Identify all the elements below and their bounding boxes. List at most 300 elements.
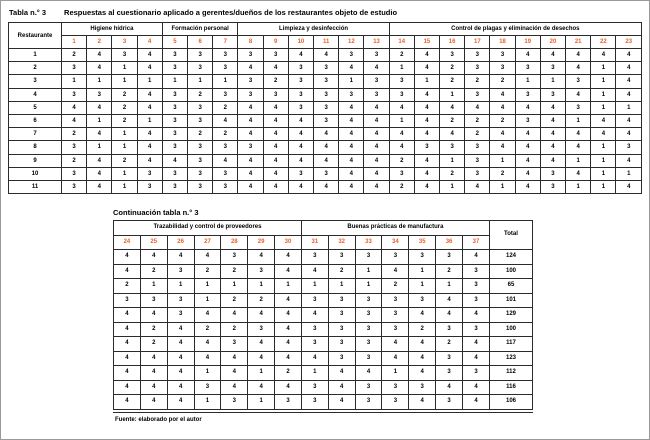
cell-6-9: 3 [328,322,355,337]
cell-9-17: 3 [465,154,490,167]
cell-11-1: 4 [114,395,141,410]
cell-5-7: 2 [213,101,238,114]
cell-4-17: 3 [465,88,490,101]
cell-4-8: 3 [301,293,328,308]
cell-3-9: 1 [328,279,355,294]
column-number-25: 25 [140,235,167,250]
cell-2-16: 2 [440,62,465,75]
table-row [114,366,533,381]
cell-7-11: 4 [314,128,339,141]
cell-10-10: 3 [288,167,313,180]
cell-11-8: 3 [301,395,328,410]
cell-2-7: 4 [275,264,302,279]
cell-2-13: 4 [364,62,389,75]
table-row [114,337,533,352]
cell-4-9: 3 [263,88,288,101]
group-header-bpm: Buenas prácticas de manufactura [301,221,489,236]
cell-5-9: 4 [263,101,288,114]
cell-10-20: 3 [540,167,565,180]
cell-7-9: 3 [328,337,355,352]
cell-9-4: 4 [137,154,162,167]
cell-3-2: 1 [140,279,167,294]
cell-11-11: 3 [382,395,409,410]
cell-2-3: 3 [167,264,194,279]
column-number-21: 21 [566,36,591,49]
cell-9-9: 4 [328,366,355,381]
cell-8-5: 3 [162,141,187,154]
cell-4-14: 3 [462,293,489,308]
group-header-1: Formación personal [162,23,238,36]
row-total: 100 [490,264,533,279]
cell-10-5: 3 [162,167,187,180]
cell-3-5: 1 [162,75,187,88]
cell-6-19: 3 [515,115,540,128]
row-number: 2 [9,62,62,75]
table2-group-header-row [114,221,533,236]
cell-1-7: 4 [275,250,302,265]
cell-8-4: 4 [194,351,221,366]
cell-10-2: 4 [140,380,167,395]
table-row [114,264,533,279]
table-row [9,128,642,141]
cell-10-13: 4 [364,167,389,180]
cell-4-18: 4 [490,88,515,101]
cell-3-10: 1 [355,279,382,294]
cell-11-4: 1 [194,395,221,410]
cell-5-4: 4 [194,308,221,323]
cell-5-14: 4 [462,308,489,323]
cell-10-9: 4 [263,167,288,180]
cell-2-12: 4 [339,62,364,75]
cell-3-18: 2 [490,75,515,88]
cell-5-16: 4 [440,101,465,114]
cell-7-2: 2 [140,337,167,352]
cell-6-4: 2 [194,322,221,337]
cell-8-4: 4 [137,141,162,154]
cell-7-12: 4 [409,337,436,352]
cell-3-8: 1 [301,279,328,294]
cell-10-7: 4 [275,380,302,395]
cell-11-19: 4 [515,181,540,194]
source-note: Fuente: elaborado por el autor [115,416,202,423]
cell-5-12: 4 [339,101,364,114]
cell-10-9: 4 [328,380,355,395]
cell-8-11: 4 [314,141,339,154]
cell-5-8: 4 [238,101,263,114]
column-number-5: 5 [162,36,187,49]
cell-5-1: 4 [62,101,87,114]
cell-4-21: 4 [566,88,591,101]
column-number-28: 28 [221,235,248,250]
cell-7-13: 4 [364,128,389,141]
cell-6-14: 1 [389,115,414,128]
column-number-34: 34 [382,235,409,250]
cell-9-23: 4 [616,154,642,167]
cell-7-3: 1 [112,128,137,141]
cell-2-2: 4 [87,62,112,75]
cell-4-13: 3 [364,88,389,101]
cell-4-1: 3 [114,293,141,308]
cell-1-6: 3 [188,49,213,62]
cell-5-7: 4 [275,308,302,323]
cell-1-9: 3 [263,49,288,62]
cell-2-6: 3 [188,62,213,75]
cell-11-11: 4 [314,181,339,194]
cell-4-4: 4 [137,88,162,101]
table-row [9,167,642,180]
cell-7-14: 4 [389,128,414,141]
cell-5-18: 4 [490,101,515,114]
cell-3-10: 3 [288,75,313,88]
column-number-8: 8 [238,36,263,49]
cell-8-19: 4 [515,141,540,154]
cell-5-1: 4 [114,308,141,323]
column-number-9: 9 [263,36,288,49]
cell-7-10: 3 [355,337,382,352]
cell-2-10: 1 [355,264,382,279]
cell-1-5: 3 [221,250,248,265]
column-number-26: 26 [167,235,194,250]
cell-9-19: 4 [515,154,540,167]
table-row [114,308,533,323]
cell-11-21: 1 [566,181,591,194]
cell-3-5: 1 [221,279,248,294]
cell-9-16: 1 [440,154,465,167]
cell-1-7: 3 [213,49,238,62]
cell-8-13: 4 [364,141,389,154]
cell-1-9: 3 [328,250,355,265]
cell-7-21: 4 [566,128,591,141]
row-total: 129 [490,308,533,323]
table-title [1,1,649,22]
cell-7-10: 4 [288,128,313,141]
column-number-22: 22 [591,36,616,49]
cell-5-11: 3 [314,101,339,114]
cell-3-9: 2 [263,75,288,88]
cell-3-13: 1 [436,279,463,294]
cell-5-2: 4 [140,308,167,323]
cell-10-3: 1 [112,167,137,180]
cell-11-2: 4 [87,181,112,194]
cell-4-4: 1 [194,293,221,308]
cell-8-3: 1 [112,141,137,154]
cell-2-10: 3 [288,62,313,75]
row-number: 3 [9,75,62,88]
table-row [9,75,642,88]
cell-9-2: 4 [87,154,112,167]
group-header-2: Limpieza y desinfección [238,23,389,36]
cell-1-10: 3 [355,250,382,265]
cell-7-9: 4 [263,128,288,141]
column-number-31: 31 [301,235,328,250]
cell-6-8: 3 [301,322,328,337]
row-number: 5 [9,101,62,114]
cell-11-5: 3 [162,181,187,194]
cell-4-3: 3 [167,293,194,308]
cell-5-21: 3 [566,101,591,114]
cell-10-11: 3 [382,380,409,395]
cell-6-1: 4 [62,115,87,128]
cell-2-12: 1 [409,264,436,279]
cell-1-3: 3 [112,49,137,62]
cell-7-8: 4 [238,128,263,141]
cell-7-17: 2 [465,128,490,141]
cell-4-10: 3 [355,293,382,308]
cell-11-14: 2 [389,181,414,194]
cell-1-2: 4 [140,250,167,265]
cell-6-11: 3 [382,322,409,337]
column-number-35: 35 [409,235,436,250]
cell-5-5: 3 [162,101,187,114]
cell-4-11: 3 [382,293,409,308]
cell-7-14: 4 [462,337,489,352]
cell-9-8: 1 [301,366,328,381]
cell-7-6: 4 [248,337,275,352]
cell-3-6: 1 [188,75,213,88]
cell-5-13: 4 [436,308,463,323]
cell-10-12: 3 [409,380,436,395]
cell-6-1: 4 [114,322,141,337]
column-number-27: 27 [194,235,221,250]
column-number-6: 6 [188,36,213,49]
cell-8-5: 4 [221,351,248,366]
row-total: 101 [490,293,533,308]
cell-9-21: 1 [566,154,591,167]
cell-11-1: 3 [62,181,87,194]
cell-7-1: 4 [114,337,141,352]
cell-1-1: 4 [114,250,141,265]
cell-9-10: 4 [288,154,313,167]
cell-3-3: 1 [112,75,137,88]
table-row [9,115,642,128]
cell-8-14: 4 [462,351,489,366]
continuation-title: Continuación tabla n.° 3 [113,208,199,218]
cell-6-18: 2 [490,115,515,128]
cell-1-10: 4 [288,49,313,62]
cell-11-6: 3 [188,181,213,194]
column-number-1: 1 [62,36,87,49]
cell-6-11: 3 [314,115,339,128]
cell-5-19: 4 [515,101,540,114]
cell-4-5: 2 [221,293,248,308]
row-total: 117 [490,337,533,352]
cell-8-12: 4 [409,351,436,366]
cell-8-6: 3 [188,141,213,154]
cell-3-1: 1 [62,75,87,88]
cell-3-8: 3 [238,75,263,88]
total-header: Total [490,221,533,250]
table-row [9,62,642,75]
row-number: 4 [9,88,62,101]
cell-4-3: 2 [112,88,137,101]
table-row [9,49,642,62]
column-number-20: 20 [540,36,565,49]
cell-4-16: 1 [440,88,465,101]
cell-5-10: 3 [288,101,313,114]
table1-number-header-row [9,36,642,49]
cell-2-9: 2 [328,264,355,279]
cell-1-17: 3 [465,49,490,62]
cell-5-17: 4 [465,101,490,114]
cell-7-23: 4 [616,128,642,141]
cell-5-3: 3 [167,308,194,323]
cell-11-7: 3 [213,181,238,194]
row-total: 100 [490,322,533,337]
row-total: 112 [490,366,533,381]
cell-8-23: 3 [616,141,642,154]
column-number-2: 2 [87,36,112,49]
cell-6-9: 4 [263,115,288,128]
cell-9-15: 4 [414,154,439,167]
column-number-36: 36 [436,235,463,250]
cell-10-11: 3 [314,167,339,180]
column-number-3: 3 [112,36,137,49]
cell-7-11: 4 [382,337,409,352]
cell-3-14: 3 [389,75,414,88]
cell-1-11: 3 [382,250,409,265]
cell-10-8: 4 [238,167,263,180]
table1-group-header-row [9,23,642,36]
cell-4-2: 3 [140,293,167,308]
cell-2-11: 3 [314,62,339,75]
cell-3-11: 2 [382,279,409,294]
table-title-text: Respuestas al cuestionario aplicado a gerentes/dueños de los restaurantes objeto de estudio [64,8,398,17]
group-header-3: Control de plagas y eliminación de desechos [389,23,641,36]
cell-5-5: 4 [221,308,248,323]
cell-11-9: 4 [263,181,288,194]
cell-1-15: 4 [414,49,439,62]
cell-3-1: 2 [114,279,141,294]
cell-1-19: 4 [515,49,540,62]
cell-2-4: 4 [137,62,162,75]
cell-4-5: 3 [162,88,187,101]
row-number: 9 [9,154,62,167]
cell-7-5: 3 [221,337,248,352]
cell-10-3: 4 [167,380,194,395]
cell-8-13: 3 [436,351,463,366]
cell-10-7: 3 [213,167,238,180]
cell-6-5: 3 [162,115,187,128]
column-number-37: 37 [462,235,489,250]
cell-11-4: 3 [137,181,162,194]
cell-3-21: 3 [566,75,591,88]
cell-3-7: 1 [275,279,302,294]
cell-2-5: 3 [162,62,187,75]
cell-6-16: 2 [440,115,465,128]
cell-2-9: 4 [263,62,288,75]
cell-4-2: 3 [87,88,112,101]
cell-8-8: 3 [238,141,263,154]
cell-10-2: 4 [87,167,112,180]
cell-2-1: 3 [62,62,87,75]
cell-2-22: 1 [591,62,616,75]
cell-3-13: 3 [364,75,389,88]
cell-2-14: 3 [462,264,489,279]
cell-6-15: 4 [414,115,439,128]
cell-8-17: 3 [465,141,490,154]
table-number: Tabla n.° 3 [9,8,47,17]
cell-8-10: 4 [288,141,313,154]
cell-3-4: 1 [137,75,162,88]
cell-5-3: 2 [112,101,137,114]
cell-6-8: 4 [238,115,263,128]
table-row [114,279,533,294]
cell-10-10: 3 [355,380,382,395]
cell-8-7: 3 [213,141,238,154]
cell-5-9: 3 [328,308,355,323]
cell-6-5: 2 [221,322,248,337]
cell-10-19: 4 [515,167,540,180]
cell-11-10: 4 [288,181,313,194]
table-row [9,141,642,154]
cell-1-22: 4 [591,49,616,62]
cell-9-7: 4 [213,154,238,167]
cell-10-17: 3 [465,167,490,180]
group-header-trazabilidad: Trazabilidad y control de proveedores [114,221,302,236]
cell-5-8: 4 [301,308,328,323]
column-number-16: 16 [440,36,465,49]
table-row [9,88,642,101]
cell-5-13: 4 [364,101,389,114]
cell-1-5: 3 [162,49,187,62]
cell-3-23: 4 [616,75,642,88]
cell-6-3: 2 [112,115,137,128]
cell-11-10: 3 [355,395,382,410]
questionnaire-table-part1 [8,22,642,194]
cell-6-21: 1 [566,115,591,128]
cell-6-4: 1 [137,115,162,128]
cell-1-2: 4 [87,49,112,62]
cell-6-6: 3 [248,322,275,337]
cell-6-2: 2 [140,322,167,337]
column-number-7: 7 [213,36,238,49]
cell-9-13: 3 [436,366,463,381]
cell-4-6: 2 [188,88,213,101]
cell-5-15: 4 [414,101,439,114]
cell-8-18: 4 [490,141,515,154]
cell-6-22: 4 [591,115,616,128]
cell-8-1: 3 [62,141,87,154]
cell-1-14: 2 [389,49,414,62]
cell-6-12: 4 [339,115,364,128]
cell-4-22: 1 [591,88,616,101]
row-total: 106 [490,395,533,410]
cell-9-1: 2 [62,154,87,167]
cell-9-14: 3 [462,366,489,381]
cell-4-10: 3 [288,88,313,101]
cell-8-2: 4 [140,351,167,366]
cell-5-6: 3 [188,101,213,114]
cell-11-5: 3 [221,395,248,410]
cell-9-1: 4 [114,366,141,381]
table2-number-header-row [114,235,533,250]
row-number: 6 [9,115,62,128]
cell-8-15: 3 [414,141,439,154]
cell-8-8: 4 [301,351,328,366]
cell-8-3: 4 [167,351,194,366]
cell-7-7: 4 [275,337,302,352]
column-number-32: 32 [328,235,355,250]
cell-7-15: 4 [414,128,439,141]
cell-10-15: 4 [414,167,439,180]
cell-6-14: 3 [462,322,489,337]
table-row [9,101,642,114]
cell-10-23: 1 [616,167,642,180]
cell-11-20: 3 [540,181,565,194]
cell-11-23: 4 [616,181,642,194]
cell-9-11: 4 [314,154,339,167]
cell-10-22: 1 [591,167,616,180]
